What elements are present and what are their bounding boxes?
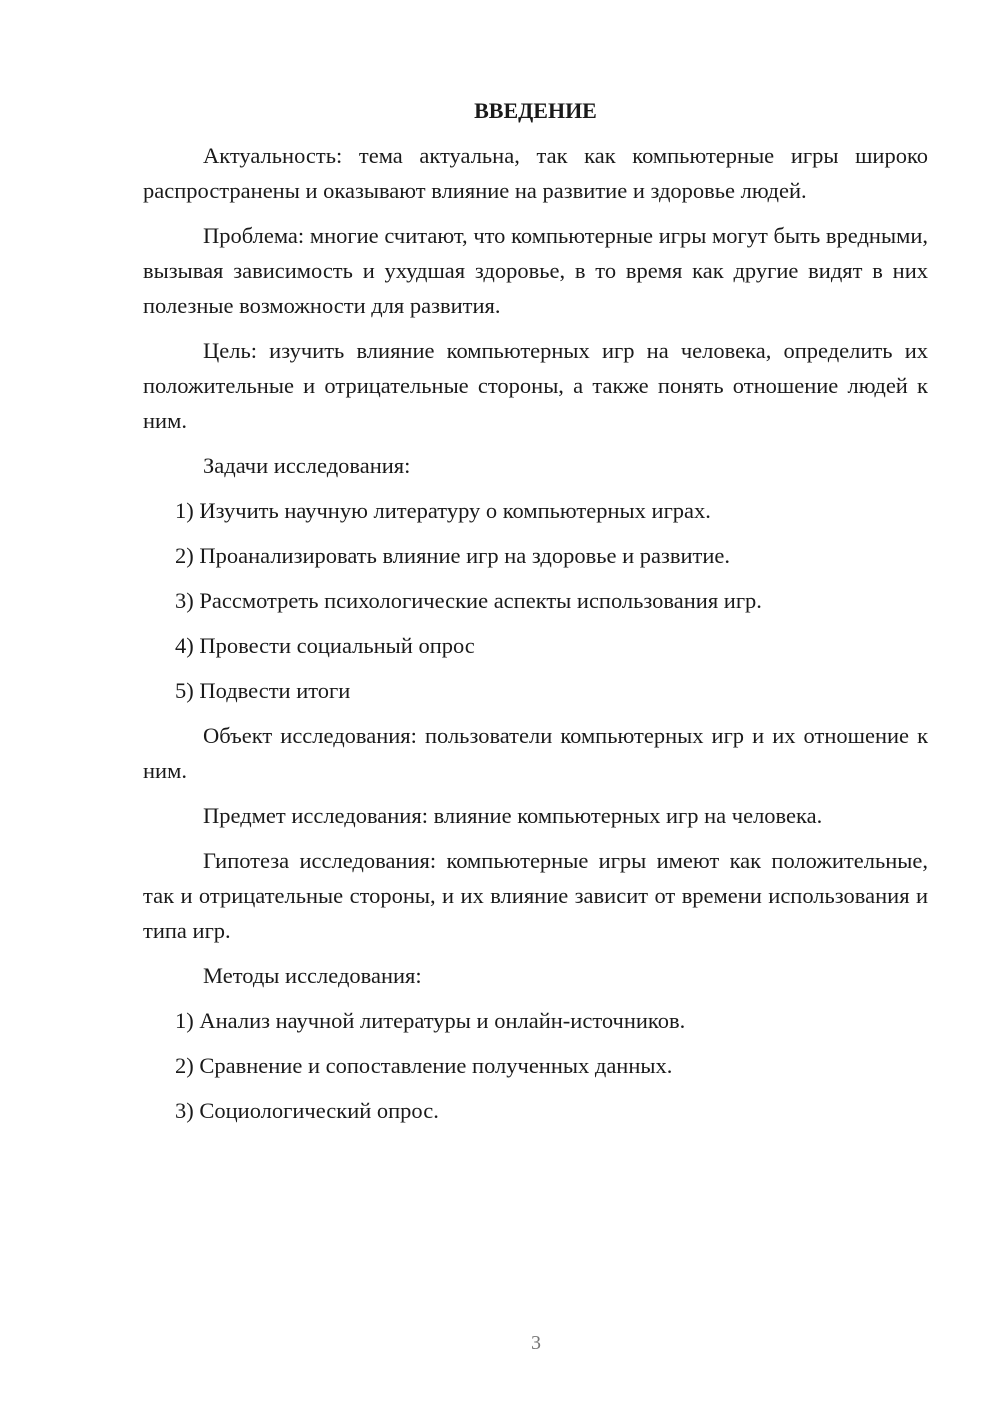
task-item: 3) Рассмотреть психологические аспекты использования игр. <box>175 588 762 613</box>
relevance-paragraph: Актуальность: тема актуальна, так как компьютерные игры широко распространены и оказывают влияние на развитие и здоровье людей. <box>143 143 928 203</box>
goal-paragraph: Цель: изучить влияние компьютерных игр на человека, определить их положительные и отрицательные стороны, а также понять отношение людей к ним. <box>143 338 928 433</box>
page-title: ВВЕДЕНИЕ <box>474 98 597 123</box>
methods-heading: Методы исследования: <box>203 963 422 988</box>
task-item: 4) Провести социальный опрос <box>175 633 475 658</box>
subject-paragraph: Предмет исследования: влияние компьютерных игр на человека. <box>203 803 823 828</box>
task-item: 5) Подвести итоги <box>175 678 351 703</box>
method-item: 2) Сравнение и сопоставление полученных данных. <box>175 1053 673 1078</box>
hypothesis-paragraph: Гипотеза исследования: компьютерные игры имеют как положительные, так и отрицательные стороны, и их влияние зависит от времени использования и типа игр. <box>143 848 928 943</box>
task-item: 2) Проанализировать влияние игр на здоровье и развитие. <box>175 543 731 568</box>
page-content <box>143 96 928 1138</box>
method-item: 1) Анализ научной литературы и онлайн-источников. <box>175 1008 686 1033</box>
task-item: 1) Изучить научную литературу о компьютерных играх. <box>175 498 711 523</box>
tasks-heading: Задачи исследования: <box>203 453 411 478</box>
method-item: 3) Социологический опрос. <box>175 1098 439 1123</box>
problem-paragraph: Проблема: многие считают, что компьютерные игры могут быть вредными, вызывая зависимость и ухудшая здоровье, в то время как другие видят в них полезные возможности для развития. <box>143 223 928 318</box>
page-number: 3 <box>531 1332 541 1354</box>
object-paragraph: Объект исследования: пользователи компьютерных игр и их отношение к ним. <box>143 723 928 783</box>
